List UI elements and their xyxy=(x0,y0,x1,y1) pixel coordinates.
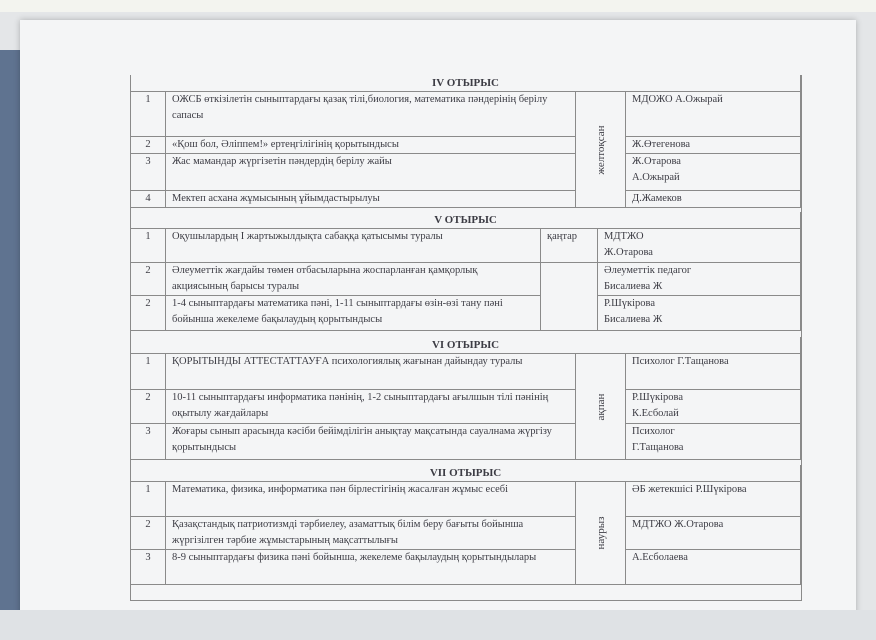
responsible-person: К.Есболай xyxy=(632,408,679,419)
topic-cell: 10-11 сыныптардағы информатика пәнінің, 1-2 сыныптардағы ағылшын тілі пәнінің оқытылу жағдайлары xyxy=(166,390,576,424)
responsible-person: Бисалиева Ж xyxy=(604,314,663,325)
row-number: 1 xyxy=(131,92,166,137)
section-table xyxy=(130,465,801,585)
topic-cell: Қазақстандық патриотизмді тәрбиелеу, азаматтық білім беру бағыты бойынша жүргізілген тәрбие жұмыстарының мақсаттылығы xyxy=(166,517,576,550)
table-row xyxy=(131,191,801,208)
month-cell: қаңтар xyxy=(541,229,598,263)
section-title: VII ОТЫРЫС xyxy=(131,465,801,482)
topic-cell: 1-4 сыныптардағы математика пәні, 1-11 сыныптардағы өзін-өзі тану пәні бойынша жекелеме бақылаудың қорытындысы xyxy=(166,296,541,331)
table-row xyxy=(131,482,801,517)
month-label: наурыз xyxy=(594,516,607,550)
topic-cell: «Қош бол, Әліппем!» ертеңгілігінің қорытындысы xyxy=(166,137,576,154)
table-row xyxy=(131,424,801,460)
row-number: 4 xyxy=(131,191,166,208)
scan-bottom-edge xyxy=(0,610,876,640)
topic-cell: Математика, физика, информатика пән бірлестігінің жасалған жұмыс есебі xyxy=(166,482,576,517)
row-number: 2 xyxy=(131,263,166,296)
responsible-cell xyxy=(626,482,801,517)
responsible-cell xyxy=(626,154,801,191)
responsible-cell xyxy=(598,296,801,331)
row-number: 1 xyxy=(131,229,166,263)
table-row xyxy=(131,550,801,585)
month-cell-empty xyxy=(541,263,598,331)
section-title: VI ОТЫРЫС xyxy=(131,337,801,354)
table-row xyxy=(131,263,801,296)
section-table xyxy=(130,75,801,208)
table-row xyxy=(131,390,801,424)
table-row xyxy=(131,137,801,154)
responsible-person: Психолог xyxy=(632,426,675,437)
responsible-cell xyxy=(626,390,801,424)
table-row xyxy=(131,92,801,137)
row-number: 2 xyxy=(131,517,166,550)
row-number: 2 xyxy=(131,296,166,331)
responsible-person: А.Ожырай xyxy=(632,172,680,183)
topic-cell: ҚОРЫТЫНДЫ АТТЕСТАТТАУҒА психологиялық жағынан дайындау туралы xyxy=(166,354,576,390)
topic-cell: Мектеп асхана жұмысының ұйымдастырылуы xyxy=(166,191,576,208)
responsible-cell xyxy=(598,229,801,263)
responsible-cell xyxy=(626,137,801,154)
section-title: IV ОТЫРЫС xyxy=(131,75,801,92)
responsible-cell xyxy=(626,92,801,137)
month-label: желтоқсан xyxy=(594,124,607,175)
row-number: 1 xyxy=(131,482,166,517)
topic-cell: Әлеуметтік жағдайы төмен отбасыларына жоспарланған қамқорлық акциясының барысы туралы xyxy=(166,263,541,296)
responsible-cell xyxy=(598,263,801,296)
row-number: 1 xyxy=(131,354,166,390)
row-number: 2 xyxy=(131,137,166,154)
responsible-cell xyxy=(626,424,801,460)
responsible-cell xyxy=(626,517,801,550)
scan-top-edge xyxy=(0,0,876,12)
responsible-person: Д.Жамеков xyxy=(632,193,682,204)
responsible-person: Әлеуметтік педагог xyxy=(604,265,692,276)
responsible-person: А.Есболаева xyxy=(632,552,688,563)
responsible-person: Р.Шүкірова xyxy=(632,392,683,403)
responsible-cell xyxy=(626,191,801,208)
responsible-cell xyxy=(626,550,801,585)
row-number: 3 xyxy=(131,550,166,585)
row-number: 3 xyxy=(131,424,166,460)
table-row xyxy=(131,517,801,550)
responsible-person: Г.Тащанова xyxy=(632,442,684,453)
section-table xyxy=(130,212,801,331)
responsible-person: Р.Шүкірова xyxy=(604,298,655,309)
topic-cell: Жоғары сынып арасында кәсіби бейімділігін анықтау мақсатында сауалнама жүргізу қорытындысы xyxy=(166,424,576,460)
binder-edge xyxy=(0,50,22,640)
responsible-person: МДТЖО Ж.Отарова xyxy=(632,519,724,530)
month-cell xyxy=(576,482,626,585)
responsible-person: Ж.Өтегенова xyxy=(632,139,691,150)
table-row xyxy=(131,154,801,191)
responsible-person: Психолог Г.Тащанова xyxy=(632,356,729,367)
row-number: 3 xyxy=(131,154,166,191)
responsible-person: Ж.Отарова xyxy=(604,247,653,258)
section-table xyxy=(130,337,801,460)
month-label: ақпан xyxy=(594,393,607,420)
month-cell xyxy=(576,354,626,460)
month-cell xyxy=(576,92,626,208)
topic-cell: 8-9 сыныптардағы физика пәні бойынша, жекелеме бақылаудың қорытындылары xyxy=(166,550,576,585)
topic-cell: Оқушылардың І жартыжылдықта сабаққа қатысымы туралы xyxy=(166,229,541,263)
section-title: V ОТЫРЫС xyxy=(131,212,801,229)
table-row xyxy=(131,229,801,263)
responsible-person: Бисалиева Ж xyxy=(604,281,663,292)
table-row xyxy=(131,296,801,331)
responsible-person: МДОЖО А.Ожырай xyxy=(632,94,723,105)
table-row xyxy=(131,354,801,390)
responsible-person: МДТЖО xyxy=(604,231,644,242)
topic-cell: ОЖСБ өткізілетін сыныптардағы қазақ тілі,биология, математика пәндерінің берілу сапасы xyxy=(166,92,576,137)
responsible-person: Ж.Отарова xyxy=(632,156,681,167)
topic-cell: Жас мамандар жүргізетін пәндердің берілу жайы xyxy=(166,154,576,191)
responsible-person: ӘБ жетекшісі Р.Шүкірова xyxy=(632,484,747,495)
responsible-cell xyxy=(626,354,801,390)
row-number: 2 xyxy=(131,390,166,424)
